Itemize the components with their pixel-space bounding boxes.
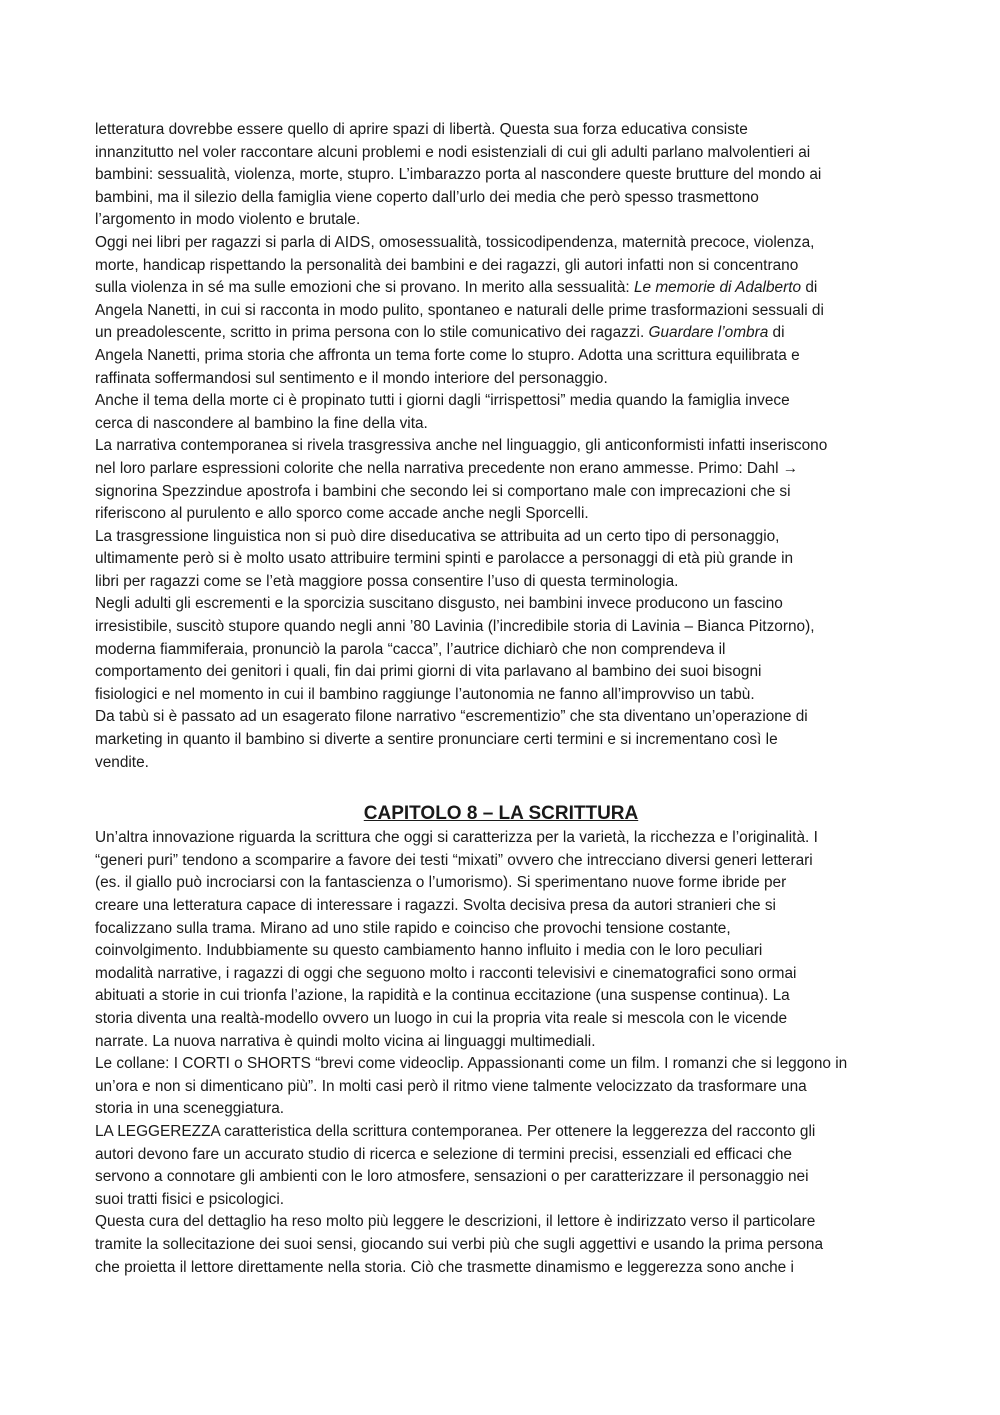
document-page [95,119,907,1279]
text-line: signorina Spezzindue apostrofa i bambini che secondo lei si comportano male con imprecazioni che si [95,482,791,500]
chapter-heading: CAPITOLO 8 – LA SCRITTURA [363,803,639,825]
text-line: (es. il giallo può incrociarsi con la fantascienza o l’umorismo). Si sperimentano nuove forme ibride per [95,874,787,892]
text-line: LA LEGGEREZZA caratteristica della scrittura contemporanea. Per ottenere la leggerezza del racconto gli [95,1122,816,1140]
body-text-section-1 [95,119,907,774]
text-line [95,322,907,345]
text-line: comportamento dei genitori i quali, fin dai primi giorni di vita parlavano al bambino dei suoi bisogni [95,663,762,681]
text-line: narrate. La nuova narrativa è quindi molto vicina ai linguaggi multimediali. [95,1032,596,1050]
text-line: nel loro parlare espressioni colorite che nella narrativa precedente non erano ammesse. Primo: Dahl → [95,459,799,477]
text-line: che proietta il lettore direttamente nella storia. Ciò che trasmette dinamismo e leggerezza sono anche i [95,1258,794,1276]
text-line: Questa cura del dettaglio ha reso molto più leggere le descrizioni, il lettore è indirizzato verso il particolare [95,1213,816,1231]
text-line: focalizzano sulla trama. Mirano ad uno stile rapido e coinciso che provochi tensione costante, [95,919,731,937]
text-line: storia in una sceneggiatura. [95,1100,285,1118]
text-line: letteratura dovrebbe essere quello di aprire spazi di libertà. Questa sua forza educativa consiste [95,121,748,138]
text-line: irresistibile, suscitò stupore quando negli anni ’80 Lavinia (l’incredibile storia di Lavinia – Bianca Pitzorno), [95,618,815,636]
text-line: modalità narrative, i ragazzi di oggi che seguono molto i racconti televisivi e cinematografici sono ormai [95,964,797,982]
text-line: La narrativa contemporanea si rivela trasgressiva anche nel linguaggio, gli anticonformisti infatti inseriscono [95,437,828,455]
text-line: libri per ragazzi come se l’età maggiore possa consentire l’uso di questa terminologia. [95,572,679,590]
text-line: bambini, ma il silezio della famiglia viene coperto dall’urlo dei media che però spesso trasmettono [95,188,759,206]
text-line: coinvolgimento. Indubbiamente su questo cambiamento hanno influito i media con le loro peculiari [95,942,763,960]
text-line: abituati a storie in cui trionfa l’azione, la rapidità e la continua eccitazione (una suspense continua). La [95,987,790,1005]
text-line: vendite. [95,753,149,771]
text-line: fisiologici e nel momento in cui il bambino raggiunge l’autonomia ne fanno all’improvviso un tabù. [95,685,755,703]
text-line: l’argomento in modo violento e brutale. [95,211,361,229]
text-line: servono a connotare gli ambienti con le loro atmosfere, sensazioni o per caratterizzare il personaggio nei [95,1168,809,1186]
text-line: tramite la sollecitazione dei suoi sensi, giocando sui verbi più che sugli aggettivi e usando la prima persona [95,1235,824,1253]
book-title: Guardare l’ombra [648,324,769,342]
text-line: riferiscono al purulento e allo sporco come accade anche negli Sporcelli. [95,505,589,523]
text-line: innanzitutto nel voler raccontare alcuni problemi e nodi esistenziali di cui gli adulti parlano malvolentieri ai [95,143,811,161]
text-line: morte, handicap rispettando la personalità dei bambini e dei ragazzi, gli autori infatti non si concentrano [95,256,799,274]
text-line: Da tabù si è passato ad un esagerato filone narrativo “escrementizio” che sta diventano un’operazione di [95,708,808,726]
body-text-section-2 [95,827,907,1279]
text-line: raffinata soffermandosi sul sentimento e il mondo interiore del personaggio. [95,369,608,387]
text-line: autori devono fare un accurato studio di ricerca e selezione di termini precisi, essenziali ed efficaci che [95,1145,792,1163]
text-line: cerca di nascondere al bambino la fine della vita. [95,414,428,432]
text-line [95,277,907,300]
text-line: moderna fiammiferaia, pronunciò la parola “cacca”, l’autrice dichiarò che non comprendeva il [95,640,726,658]
text-run: di [768,324,785,342]
text-line: Angela Nanetti, prima storia che affronta un tema forte come lo stupro. Adotta una scrittura equilibrata e [95,346,800,364]
text-line: bambini: sessualità, violenza, morte, stupro. L’imbarazzo porta al nascondere queste brutture del mondo ai [95,166,822,184]
text-line: Le collane: I CORTI o SHORTS “brevi come videoclip. Appassionanti come un film. I romanzi che si leggono in [95,1055,848,1073]
text-line: Un’altra innovazione riguarda la scrittura che oggi si caratterizza per la varietà, la ricchezza e l’originalità. I [95,829,818,847]
text-run: di [801,279,818,297]
text-line: Anche il tema della morte ci è propinato tutti i giorni dagli “irrispettosi” media quando la famiglia invece [95,392,790,410]
text-line: ultimamente però si è molto usato attribuire termini spinti e parolacce a personaggi di età più grande in [95,550,794,568]
text-line: “generi puri” tendono a scomparire a favore dei testi “mixati” ovvero che intrecciano diversi generi letterari [95,851,813,869]
book-title: Le memorie di Adalberto [633,279,802,297]
text-line: creare una letteratura capace di interessare i ragazzi. Svolta decisiva presa da autori stranieri che si [95,897,776,914]
text-line: La trasgressione linguistica non si può dire diseducativa se attribuita ad un certo tipo di personaggio, [95,527,780,545]
text-line: Angela Nanetti, in cui si racconta in modo pulito, spontaneo e naturali delle prime trasformazioni sessuali di [95,301,824,319]
text-line: storia diventa una realtà-modello ovvero un luogo in cui la propria vita reale si mescola con le vicende [95,1009,788,1027]
text-line: un’ora e non si dimenticano più”. In molti casi però il ritmo viene talmente velocizzato da trasformare una [95,1077,807,1095]
text-line: marketing in quanto il bambino si diverte a sentire pronunciare certi termini e si incrementano così le [95,731,778,749]
text-line: Oggi nei libri per ragazzi si parla di AIDS, omosessualità, tossicodipendenza, maternità precoce, violenza, [95,233,815,251]
text-line: Negli adulti gli escrementi e la sporcizia suscitano disgusto, nei bambini invece producono un fascino [95,595,783,613]
text-run: un preadolescente, scritto in prima persona con lo stile comunicativo dei ragazzi. [95,324,649,342]
text-line: suoi tratti fisici e psicologici. [95,1190,285,1208]
text-run: sulla violenza in sé ma sulle emozioni che si provano. In merito alla sessualità: [95,279,634,297]
